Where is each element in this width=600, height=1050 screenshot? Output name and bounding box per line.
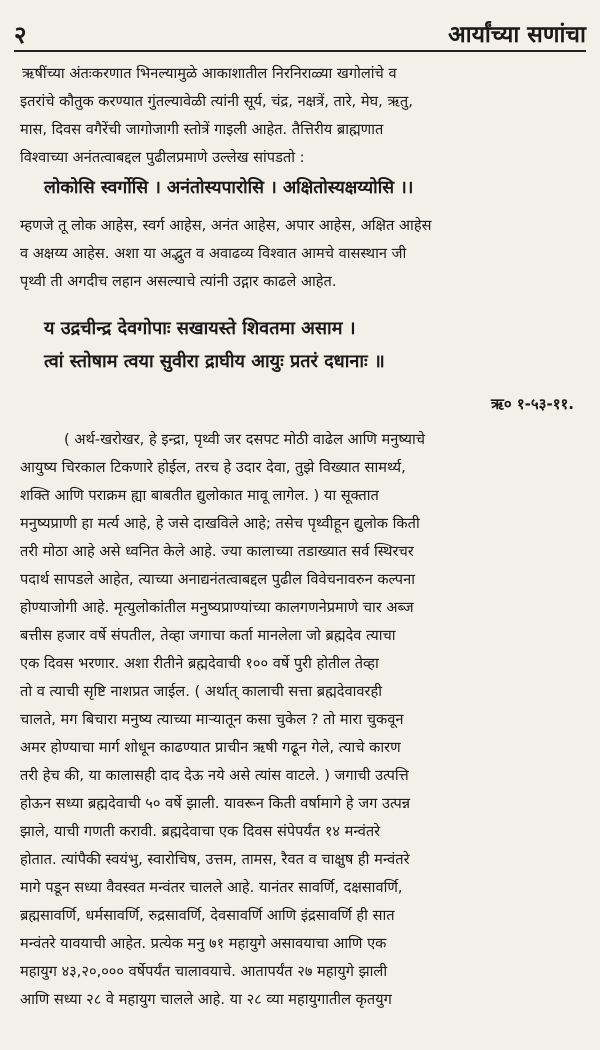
text-line: विश्वाच्या अनंतत्वाबद्दल पुढीलप्रमाणे उल्लेख सांपडतो : (20, 149, 305, 166)
verse-rigveda (44, 312, 578, 378)
text-line: झाले, याची गणती करावी. ब्रह्मदेवाचा एक दिवस संपेपर्यंत १४ मन्वंतरे (20, 823, 381, 840)
text-line: मनुष्यप्राणी हा मर्त्य आहे, हे जसे दाखविले आहे; तसेच पृथ्वीहून द्युलोक किती (20, 515, 420, 532)
text-line: शक्ति आणि पराक्रम ह्या बाबतीत द्युलोकात मावू लागेल. ) या सूक्तात (20, 487, 379, 504)
text-line: पदार्थ सापडले आहेत, त्याच्या अनाद्यनंतत्वाबद्दल पुढील विवेचनावरुन कल्पना (20, 571, 415, 588)
verse-shloka-1 (44, 172, 578, 205)
text-line: मागे पडून सध्या वैवस्वत मन्वंतर चालले आहे. यानंतर सावर्णि, दक्षसावर्णि, (20, 879, 403, 896)
text-line: एक दिवस भरणार. अशा रीतीने ब्रह्मदेवाची १०० वर्षे पुरी होतील तेव्हा (20, 655, 379, 672)
paragraph-meaning (20, 212, 580, 296)
text-line: ( अर्थ-खरोखर, हे इन्द्रा, पृथ्वी जर दसपट मोठी वाढेल आणि मनुष्याचे (64, 431, 426, 448)
running-title: आर्यांच्या सणांचा (448, 22, 586, 48)
text-line: व अक्षय्य आहेस. अशा या अद्भुत व अवाढव्य विश्वात आमचे वासस्थान जी (20, 245, 407, 262)
paragraph-intro (20, 60, 580, 172)
text-line: बत्तीस हजार वर्षे संपतील, तेव्हा जगाचा कर्ता मानलेला जो ब्रह्मदेव त्याचा (20, 627, 396, 644)
verse-line: त्वां स्तोषाम त्वया सुवीरा द्राघीय आयुः प्रतरं दधानाः ॥ (44, 351, 385, 372)
text-line: तरी हेच की, या कालासही दाद देऊ नये असे त्यांस वाटले. ) जगाची उत्पत्ति (20, 767, 409, 784)
text-line: ब्रह्मसावर्णि, धर्मसावर्णि, रुद्रसावर्णि, देवसावर्णि आणि इंद्रसावर्णि ही सात (20, 907, 395, 924)
text-line: मास, दिवस वगैरेंची जागोजागी स्तोत्रें गाइली आहेत. तैत्तिरीय ब्राह्मणात (20, 121, 384, 138)
text-line: आणि सध्या २८ वे महायुग चालले आहे. या २८ व्या महायुगातील कृतयुग (20, 991, 392, 1008)
text-line: म्हणजे तू लोक आहेस, स्वर्ग आहेस, अनंत आहेस, अपार आहेस, अक्षित आहेस (20, 217, 432, 234)
verse-line: लोकोसि स्वर्गोसि । अनंतोस्यपारोसि । अक्षितोस्यक्षय्योसि ।। (44, 178, 414, 198)
page-number: २ (14, 21, 27, 49)
text-line: तो व त्याची सृष्टि नाशप्रत जाईल. ( अर्थात् कालाची सत्ता ब्रह्मदेवावरही (20, 683, 383, 700)
text-line: पृथ्वी ती अगदीच लहान असल्याचे त्यांनी उद्गार काढले आहेत. (20, 273, 337, 290)
text-line: मन्वंतरे यावयाची आहेत. प्रत्येक मनु ७१ महायुगे असावयाचा आणि एक (20, 935, 387, 952)
text-line: इतरांचे कौतुक करण्यात गुंतल्यावेळी त्यांनी सूर्य, चंद्र, नक्षत्रें, तारे, मेघ, ऋतु, (20, 93, 413, 110)
page-header (14, 14, 586, 52)
text-line: महायुग ४३,२०,००० वर्षेपर्यंत चालावयाचे. आतापर्यंत २७ महायुगे झाली (20, 963, 388, 980)
text-line: चालते, मग बिचारा मनुष्य त्याच्या माऱ्यातून कसा चुकेल ? तो मारा चुकवून (20, 711, 404, 728)
text-line: ऋषींच्या अंतःकरणात भिनल्यामुळे आकाशातील निरनिराळ्या खगोलांचे व (22, 65, 397, 82)
text-line: होण्याजोगी आहे. मृत्युलोकांतील मनुष्यप्राण्यांच्या कालगणनेप्रमाणे चार अब्ज (20, 599, 414, 616)
verse-reference: ऋ० १-५३-११. (491, 395, 574, 413)
text-line: तरी मोठा आहे असे ध्वनित केले आहे. ज्या कालाच्या तडाख्यात सर्व स्थिरचर (20, 543, 414, 560)
text-line: होऊन सध्या ब्रह्मदेवाची ५० वर्षे झाली. यावरून किती वर्षामागे हे जग उत्पन्न (20, 795, 411, 812)
paragraph-explanation (20, 426, 580, 1014)
verse-line: य उद्रचीन्द्र देवगोपाः सखायस्ते शिवतमा असाम । (44, 318, 356, 339)
text-line: होतात. त्यांपैकी स्वयंभु, स्वारोचिष, उत्तम, तामस, रैवत व चाक्षुष ही मन्वंतरे (20, 851, 410, 868)
text-line: आयुष्य चिरकाल टिकणारे होईल, तरच हे उदार देवा, तुझे विख्यात सामर्थ्य, (20, 459, 406, 476)
text-line: अमर होण्याचा मार्ग शोधून काढण्यात प्राचीन ऋषी गढून गेले, त्याचे कारण (20, 739, 401, 756)
